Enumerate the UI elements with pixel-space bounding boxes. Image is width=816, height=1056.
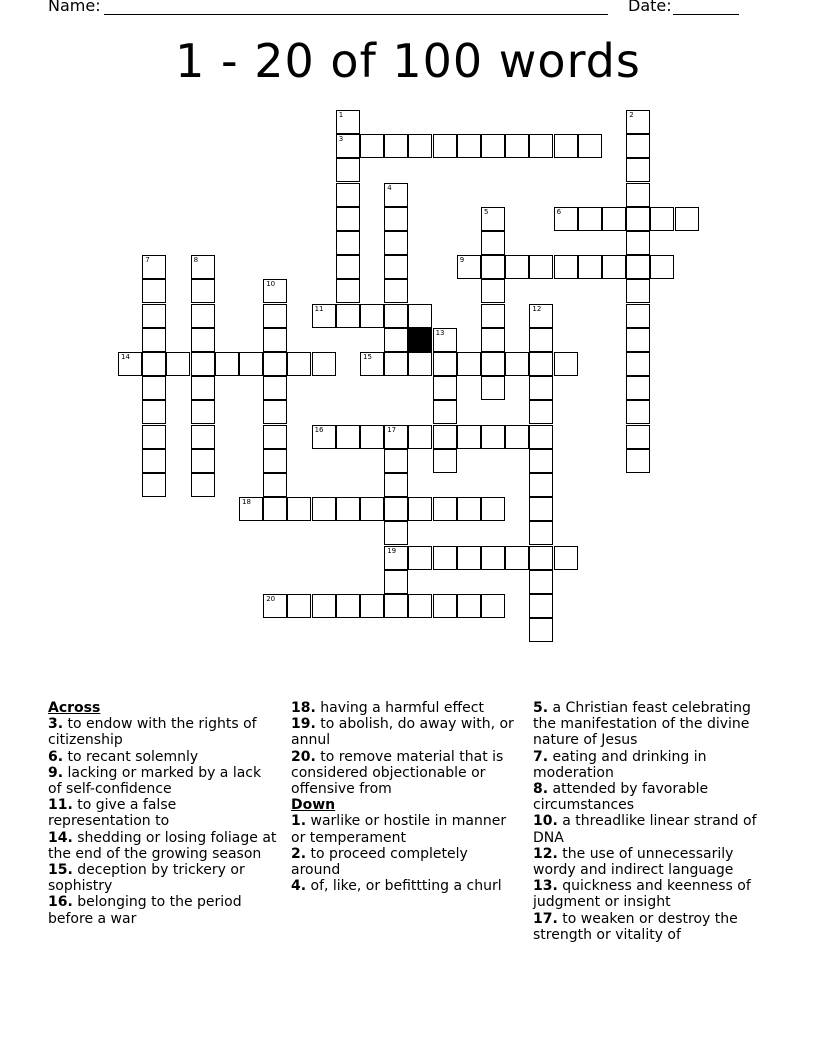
clue-item: 1. warlike or hostile in manner or temperament (291, 813, 507, 846)
grid-cell[interactable] (142, 352, 166, 376)
grid-cell[interactable] (505, 425, 529, 449)
grid-cell[interactable] (481, 255, 505, 279)
grid-cell[interactable] (675, 207, 699, 231)
grid-cell[interactable] (336, 207, 360, 231)
grid-cell[interactable] (626, 400, 650, 424)
grid-cell[interactable] (626, 207, 650, 231)
clue-column-1 (48, 700, 278, 927)
clue-number: 1 (338, 111, 344, 119)
grid-cell[interactable] (529, 134, 553, 158)
grid-cell[interactable] (457, 497, 481, 521)
grid-cell[interactable] (360, 497, 384, 521)
grid-cell[interactable] (626, 158, 650, 182)
grid-cell[interactable] (481, 279, 505, 303)
grid-cell[interactable] (481, 207, 505, 231)
grid-cell[interactable] (142, 328, 166, 352)
grid-cell[interactable] (505, 546, 529, 570)
grid-cell[interactable] (263, 425, 287, 449)
grid-cell[interactable] (312, 304, 336, 328)
grid-cell[interactable] (457, 425, 481, 449)
clue-item: 2. to proceed completely around (291, 845, 468, 879)
clue-item: 10. a threadlike linear strand of DNA (533, 813, 757, 846)
clue-item: 15. deception by trickery or sophistry (48, 862, 245, 895)
grid-cell[interactable] (408, 304, 432, 328)
grid-cell[interactable] (336, 594, 360, 618)
grid-cell[interactable] (263, 376, 287, 400)
grid-cell[interactable] (626, 425, 650, 449)
clue-item: 13. quickness and keenness of judgment or insight (533, 878, 751, 911)
grid-cell[interactable] (626, 110, 650, 134)
grid-cell[interactable] (481, 594, 505, 618)
grid-cell[interactable] (263, 497, 287, 521)
grid-cell[interactable] (554, 255, 578, 279)
grid-cell[interactable] (529, 521, 553, 545)
grid-cell[interactable] (626, 279, 650, 303)
grid-cell[interactable] (529, 255, 553, 279)
grid-cell[interactable] (336, 110, 360, 134)
grid-cell[interactable] (457, 352, 481, 376)
grid-cell[interactable] (384, 352, 408, 376)
grid-cell[interactable] (336, 425, 360, 449)
grid-cell[interactable] (118, 352, 142, 376)
grid-cell[interactable] (336, 158, 360, 182)
clue-number: 5 (484, 207, 489, 216)
clue-item: 12. the use of unnecessarily wordy and indirect language (533, 845, 734, 879)
grid-cell[interactable] (505, 134, 529, 158)
grid-cell[interactable] (312, 352, 336, 376)
grid-cell[interactable] (433, 376, 457, 400)
grid-cell[interactable] (626, 255, 650, 279)
clue-number: 10 (266, 280, 276, 289)
grid-cell[interactable] (384, 449, 408, 473)
grid-cell[interactable] (142, 473, 166, 497)
clue-item: 3. to endow with the rights of citizenship (48, 716, 257, 749)
grid-cell[interactable] (481, 134, 505, 158)
grid-cell[interactable] (433, 425, 457, 449)
clue-number: 8 (193, 256, 199, 265)
grid-cell[interactable] (263, 400, 287, 424)
grid-cell[interactable] (626, 134, 650, 158)
grid-cell[interactable] (481, 376, 505, 400)
clue-number: 9 (459, 256, 465, 265)
grid-cell[interactable] (578, 255, 602, 279)
grid-cell[interactable] (384, 279, 408, 303)
grid-cell[interactable] (433, 134, 457, 158)
grid-cell[interactable] (239, 352, 263, 376)
clue-item: 18. having a harmful effect (291, 700, 484, 716)
clue-number: 2 (629, 111, 634, 119)
grid-cell[interactable] (529, 304, 553, 328)
grid-cell[interactable] (336, 231, 360, 255)
clue-number: 15 (363, 353, 372, 361)
grid-cell[interactable] (360, 352, 384, 376)
grid-cell[interactable] (384, 570, 408, 594)
grid-cell[interactable] (312, 497, 336, 521)
clue-item: 11. to give a false representation to (48, 797, 177, 830)
across-heading: Across (48, 700, 101, 716)
grid-cell[interactable] (529, 425, 553, 449)
grid-cell[interactable] (191, 255, 215, 279)
clue-item: 8. attended by favorable circumstances (533, 781, 709, 814)
grid-cell[interactable] (626, 304, 650, 328)
down-heading: Down (291, 797, 336, 814)
grid-cell[interactable] (529, 497, 553, 521)
grid-cell[interactable] (626, 231, 650, 255)
grid-cell[interactable] (191, 328, 215, 352)
clue-item: 20. to remove material that is considered objectionable or offensive from (291, 748, 504, 798)
grid-cell[interactable] (554, 207, 578, 231)
grid-cell[interactable] (166, 352, 190, 376)
grid-cell[interactable] (191, 449, 215, 473)
grid-cell[interactable] (433, 352, 457, 376)
grid-cell[interactable] (360, 134, 384, 158)
grid-cell[interactable] (433, 328, 457, 352)
grid-cell[interactable] (142, 376, 166, 400)
grid-cell[interactable] (433, 497, 457, 521)
grid-cell[interactable] (191, 352, 215, 376)
grid-cell[interactable] (481, 328, 505, 352)
grid-cell[interactable] (529, 400, 553, 424)
grid-cell[interactable] (191, 304, 215, 328)
grid-cell[interactable] (578, 134, 602, 158)
grid-cell[interactable] (457, 546, 481, 570)
grid-cell[interactable] (626, 449, 650, 473)
grid-cell[interactable] (481, 352, 505, 376)
grid-cell[interactable] (142, 449, 166, 473)
clue-number: 20 (266, 595, 276, 603)
grid-cell[interactable] (336, 183, 360, 207)
grid-cell[interactable] (529, 328, 553, 352)
grid-cell[interactable] (433, 546, 457, 570)
grid-cell[interactable] (481, 497, 505, 521)
grid-cell[interactable] (408, 425, 432, 449)
grid-cell[interactable] (457, 134, 481, 158)
grid-cell[interactable] (360, 594, 384, 618)
grid-cell[interactable] (287, 497, 311, 521)
clue-number: 7 (145, 256, 150, 265)
clue-number: 19 (387, 546, 397, 555)
clue-number: 4 (387, 183, 392, 192)
clue-item: 4. of, like, or befittting a churl (291, 878, 502, 895)
grid-cell[interactable] (481, 231, 505, 255)
grid-cell[interactable] (384, 304, 408, 328)
grid-cell[interactable] (384, 473, 408, 497)
clue-column-2 (291, 700, 521, 894)
grid-cell[interactable] (650, 207, 674, 231)
grid-cell[interactable] (505, 255, 529, 279)
clue-item: 6. to recant solemnly (48, 748, 199, 765)
clue-number: 6 (556, 207, 562, 216)
clue-number: 17 (387, 425, 397, 434)
clue-number: 18 (242, 498, 251, 507)
grid-cell[interactable] (529, 473, 553, 497)
grid-cell[interactable] (191, 279, 215, 303)
grid-cell[interactable] (384, 255, 408, 279)
grid-cell[interactable] (336, 497, 360, 521)
grid-cell[interactable] (602, 255, 626, 279)
grid-cell[interactable] (408, 134, 432, 158)
grid-cell[interactable] (142, 304, 166, 328)
grid-cell[interactable] (384, 207, 408, 231)
grid-cell[interactable] (191, 376, 215, 400)
grid-cell[interactable] (336, 255, 360, 279)
grid-cell[interactable] (263, 594, 287, 618)
grid-cell[interactable] (554, 546, 578, 570)
grid-cell[interactable] (263, 473, 287, 497)
grid-cell[interactable] (529, 546, 553, 570)
grid-cell[interactable] (263, 279, 287, 303)
clue-item: 19. to abolish, do away with, or annul (291, 716, 514, 749)
clue-number: 3 (338, 135, 344, 144)
grid-cell[interactable] (263, 328, 287, 352)
clue-column-3 (533, 700, 763, 943)
grid-cell[interactable] (191, 473, 215, 497)
grid-cell[interactable] (336, 134, 360, 158)
grid-cell[interactable] (626, 183, 650, 207)
grid-cell[interactable] (384, 521, 408, 545)
grid-cell[interactable] (384, 425, 408, 449)
grid-cell[interactable] (554, 134, 578, 158)
grid-cell[interactable] (384, 328, 408, 352)
grid-cell[interactable] (408, 497, 432, 521)
clue-number: 13 (435, 328, 445, 337)
clue-item: 14. shedding or losing foliage at the end of the growing season (48, 829, 277, 862)
grid-cell[interactable] (360, 304, 384, 328)
grid-cell[interactable] (312, 594, 336, 618)
grid-cell[interactable] (457, 255, 481, 279)
grid-cell[interactable] (529, 352, 553, 376)
grid-cell[interactable] (142, 425, 166, 449)
clue-number: 14 (121, 353, 130, 361)
grid-cell[interactable] (384, 183, 408, 207)
grid-cell[interactable] (529, 618, 553, 642)
grid-cell[interactable] (408, 546, 432, 570)
grid-cell[interactable] (312, 425, 336, 449)
grid-cell[interactable] (626, 352, 650, 376)
grid-cell[interactable] (602, 207, 626, 231)
clue-item: 7. eating and drinking in moderation (533, 748, 707, 781)
grid-cell[interactable] (529, 449, 553, 473)
date-label: Date: (628, 0, 672, 15)
grid-cell[interactable] (481, 425, 505, 449)
clue-item: 16. belonging to the period before a war (48, 894, 242, 927)
grid-cell[interactable] (239, 497, 263, 521)
clue-number: 11 (314, 304, 324, 313)
grid-cell[interactable] (191, 400, 215, 424)
grid-cell[interactable] (433, 449, 457, 473)
grid-cell[interactable] (626, 376, 650, 400)
grid-cell[interactable] (336, 279, 360, 303)
name-label: Name: (48, 0, 101, 15)
grid-cell[interactable] (142, 255, 166, 279)
grid-cell[interactable] (433, 400, 457, 424)
grid-cell[interactable] (215, 352, 239, 376)
grid-cell[interactable] (287, 352, 311, 376)
grid-cell[interactable] (384, 497, 408, 521)
grid-cell[interactable] (529, 594, 553, 618)
black-cell (408, 328, 432, 352)
grid-cell[interactable] (263, 352, 287, 376)
grid-cell[interactable] (287, 594, 311, 618)
clue-item: 17. to weaken or destroy the strength or vitality of (533, 910, 738, 943)
grid-cell[interactable] (142, 400, 166, 424)
grid-cell[interactable] (263, 449, 287, 473)
grid-cell[interactable] (384, 231, 408, 255)
clue-number: 12 (532, 304, 542, 313)
grid-cell[interactable] (650, 255, 674, 279)
puzzle-title: 1 - 20 of 100 words (175, 34, 641, 88)
grid-cell[interactable] (554, 352, 578, 376)
grid-cell[interactable] (505, 352, 529, 376)
grid-cell[interactable] (384, 134, 408, 158)
grid-cell[interactable] (457, 594, 481, 618)
grid-cell[interactable] (360, 425, 384, 449)
clue-number: 16 (314, 425, 324, 434)
grid-cell[interactable] (384, 546, 408, 570)
grid-cell[interactable] (408, 594, 432, 618)
grid-cell[interactable] (433, 594, 457, 618)
grid-cell[interactable] (626, 328, 650, 352)
grid-cell[interactable] (336, 304, 360, 328)
grid-cell[interactable] (578, 207, 602, 231)
grid-cell[interactable] (481, 304, 505, 328)
grid-cell[interactable] (529, 376, 553, 400)
grid-cell[interactable] (408, 352, 432, 376)
grid-cell[interactable] (142, 279, 166, 303)
grid-cell[interactable] (384, 594, 408, 618)
grid-cell[interactable] (263, 304, 287, 328)
clue-item: 9. lacking or marked by a lack of self-confidence (48, 764, 262, 798)
clue-item: 5. a Christian feast celebrating the manifestation of the divine nature of Jesus (533, 700, 751, 749)
grid-cell[interactable] (191, 425, 215, 449)
grid-cell[interactable] (481, 546, 505, 570)
grid-cell[interactable] (529, 570, 553, 594)
